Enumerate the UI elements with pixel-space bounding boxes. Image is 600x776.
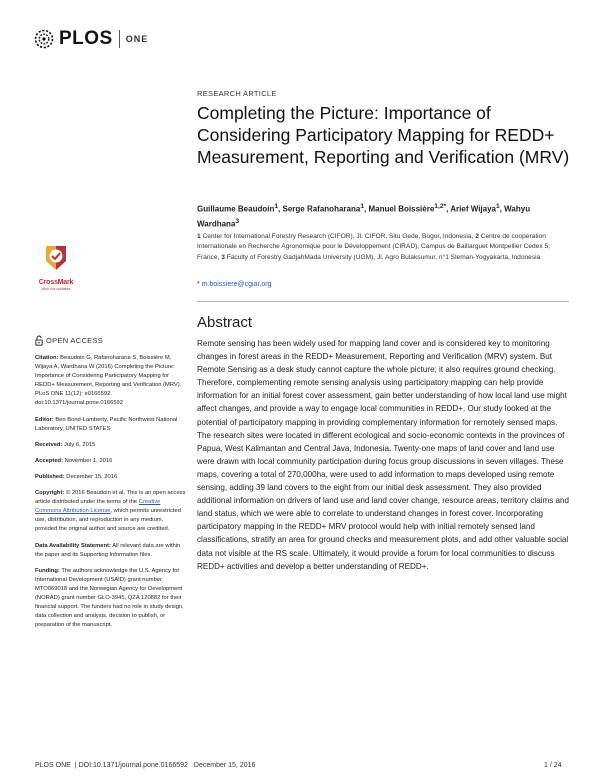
abstract-text: Remote sensing has been widely used for mapping land cover and is considered key to monitoring changes in forest areas in the REDD+ Measurement, Reporting and Verification (MRV) system. But Remote Sensing as a desk study cannot capture the whole picture; it also requires ground checking. Therefore, complementing remote sensing analysis using participatory mapping can help provide information for an initial forest cover assessment, gain better understanding of how local land use might affect changes, and provide a way to engage local communities in REDD+. Our study looked at the potential of participatory mapping in providing complementary information for remotely sensed maps. The research sites were located in different ecological and socio-economic contexts in the provinces of Papua, West Kalimantan and Central Java, Indonesia. Twenty-one maps of land cover and land use were drawn with local community participation during focus group discussions in seven villages. These maps, covering a total of 270,000ha, were used to add information to maps developed using remote sensing, adding 39 land covers to the eight from our initial desk assessment. They also provided additional information on drivers of land use and land cover change, resource areas, territory claims and land status, which we were able to correlate to understand changes in forest cover. Incorporating participatory mapping in the REDD+ MRV protocol would help with initial remotely sensed land classifications, stratify an area for ground checks and measurement plots, and add other valuable social data not visible at the RS scale. Ultimately, it would provide a forum for local communities to discuss REDD+ activities and develop a better understanding of REDD+. bbox=[197, 339, 570, 571]
copyright-text-pre: © 2016 Beaudoin et al. This is an open access article distributed under the terms of the bbox=[35, 490, 186, 506]
affiliation-text: Centre de coopération Internationale en Recherche Agronomique pour le Développement (CIRAD), Campus de Baillarguet Montpellier Cedex 5, France, bbox=[197, 233, 550, 261]
data-availability-block bbox=[35, 542, 187, 560]
author-affiliation-mark: 1 bbox=[360, 203, 365, 210]
published-block bbox=[35, 473, 187, 482]
copyright-block bbox=[35, 489, 187, 534]
crossmark-badge[interactable] bbox=[36, 243, 76, 291]
published-label: Published: bbox=[35, 473, 65, 480]
section-divider bbox=[197, 301, 569, 302]
published-date: December 15, 2016 bbox=[66, 473, 118, 480]
funding-label: Funding: bbox=[35, 567, 60, 574]
copyright-label: Copyright: bbox=[35, 490, 65, 497]
editor-block bbox=[35, 416, 187, 434]
received-date: July 6, 2015 bbox=[64, 441, 96, 448]
open-access-badge bbox=[35, 335, 187, 346]
affiliation-list bbox=[197, 232, 567, 263]
affiliation-text: Faculty of Forestry GadjahMada University (UGM), Jl. Agro Bulaksumur, n°1 Sleman-Yogyakarta, Indonesia bbox=[226, 253, 541, 261]
author-name[interactable]: Serge Rafanoharana bbox=[282, 204, 361, 214]
footer-date: December 15, 2016 bbox=[193, 762, 256, 769]
author-name[interactable]: Guillaume Beaudoin bbox=[197, 204, 275, 214]
editor-label: Editor: bbox=[35, 416, 54, 423]
article-title: Completing the Picture: Importance of Considering Participatory Mapping for REDD+ Measurement, Reporting and Verification (MRV) bbox=[197, 103, 570, 167]
article-type: RESEARCH ARTICLE bbox=[197, 89, 277, 98]
footer-doi[interactable]: DOI:10.1371/journal.pone.0166592 bbox=[78, 762, 188, 769]
author-affiliation-mark: 3 bbox=[235, 217, 240, 225]
received-block bbox=[35, 441, 187, 450]
affiliation-text: Center for International Forestry Research (CIFOR), Jl. CIFOR, Situ Gede, Bogor, Indonesia, bbox=[202, 233, 474, 240]
funding-text: The authors acknowledge the U.S. Agency for International Development (USAID) grant number MTO069018 and the Norwegian Agency for Development (NORAD) grant number GLO-3945, QZA 120882 for their financial support. The funders had no role in study design, data collection and analysis, decision to publish, or preparation of the manuscript. bbox=[35, 567, 184, 629]
cc-license-link[interactable]: Creative Commons Attribution License bbox=[35, 499, 161, 515]
author-name[interactable]: Arief Wijaya bbox=[450, 204, 497, 214]
accepted-label: Accepted: bbox=[35, 457, 64, 464]
corresponding-mark: * bbox=[197, 281, 200, 288]
author-affiliation-mark: 1,2* bbox=[434, 203, 447, 210]
funding-block bbox=[35, 567, 187, 631]
article-info-sidebar bbox=[35, 335, 187, 637]
corresponding-email-link[interactable]: m.boissiere@cgiar.org bbox=[201, 281, 272, 288]
citation-block bbox=[35, 354, 187, 409]
editor-text: Ben Bond-Lamberty, Pacific Northwest National Laboratory, UNITED STATES bbox=[35, 416, 178, 432]
page-footer: PLOS ONE | DOI:10.1371/journal.pone.0166592 December 15, 2016 bbox=[35, 762, 256, 769]
accepted-date: November 1, 2016 bbox=[64, 457, 113, 464]
citation-label: Citation: bbox=[35, 355, 59, 361]
author-name[interactable]: Wahyu Wardhana bbox=[197, 204, 531, 229]
plos-dots-icon bbox=[33, 28, 55, 50]
abstract-heading: Abstract bbox=[197, 314, 253, 331]
crossmark-sublabel: click for updates bbox=[41, 286, 71, 291]
author-affiliation-mark: 1 bbox=[274, 203, 279, 210]
crossmark-icon bbox=[43, 243, 69, 273]
received-label: Received: bbox=[35, 441, 63, 448]
author-affiliation-mark: 1 bbox=[496, 203, 500, 210]
open-access-label: OPEN ACCESS bbox=[46, 335, 104, 345]
open-lock-icon bbox=[35, 335, 43, 346]
page-number: 1 / 24 bbox=[544, 762, 562, 769]
data-availability-label: Data Availability Statement: bbox=[35, 542, 111, 549]
crossmark-label: CrossMark bbox=[38, 279, 74, 286]
affiliation-number: 1 bbox=[197, 233, 201, 240]
data-availability-text: All relevant data are within the paper and its Supporting Information files. bbox=[35, 542, 181, 558]
author-list: Guillaume Beaudoin$^1$, Serge Rafanoharana$^1$, Manuel Boissière$^{1,2*}$, Arief Wijaya$^1$, Wahyu Wardhana$^3$ bbox=[197, 203, 531, 229]
citation-text: Beaudoin G, Rafanoharana S, Boissière M, Wijaya A, Wardhana W (2016) Completing the Picture: Importance of Considering Participatory Mapping for REDD+ Measurement, Reporting and Verification (MRV). PLoS ONE 11(12): e0166592. doi:10.1371/journal.pone.0166592 bbox=[35, 355, 182, 407]
footer-journal: PLOS ONE bbox=[35, 762, 71, 769]
accepted-block bbox=[35, 457, 187, 466]
plos-brand: PLOS bbox=[59, 28, 113, 49]
affiliation-number: 3 bbox=[221, 253, 225, 261]
copyright-text-post: , which permits unrestricted use, distribution, and reproduction in any medium, provided the original author and source are credited. bbox=[35, 508, 181, 533]
plos-one-logo bbox=[33, 26, 148, 52]
corresponding-author bbox=[197, 281, 271, 288]
logo-separator bbox=[119, 30, 120, 48]
journal-name: ONE bbox=[125, 34, 149, 44]
affiliation-number: 2 bbox=[475, 233, 479, 240]
author-name[interactable]: Manuel Boissière bbox=[368, 204, 435, 214]
